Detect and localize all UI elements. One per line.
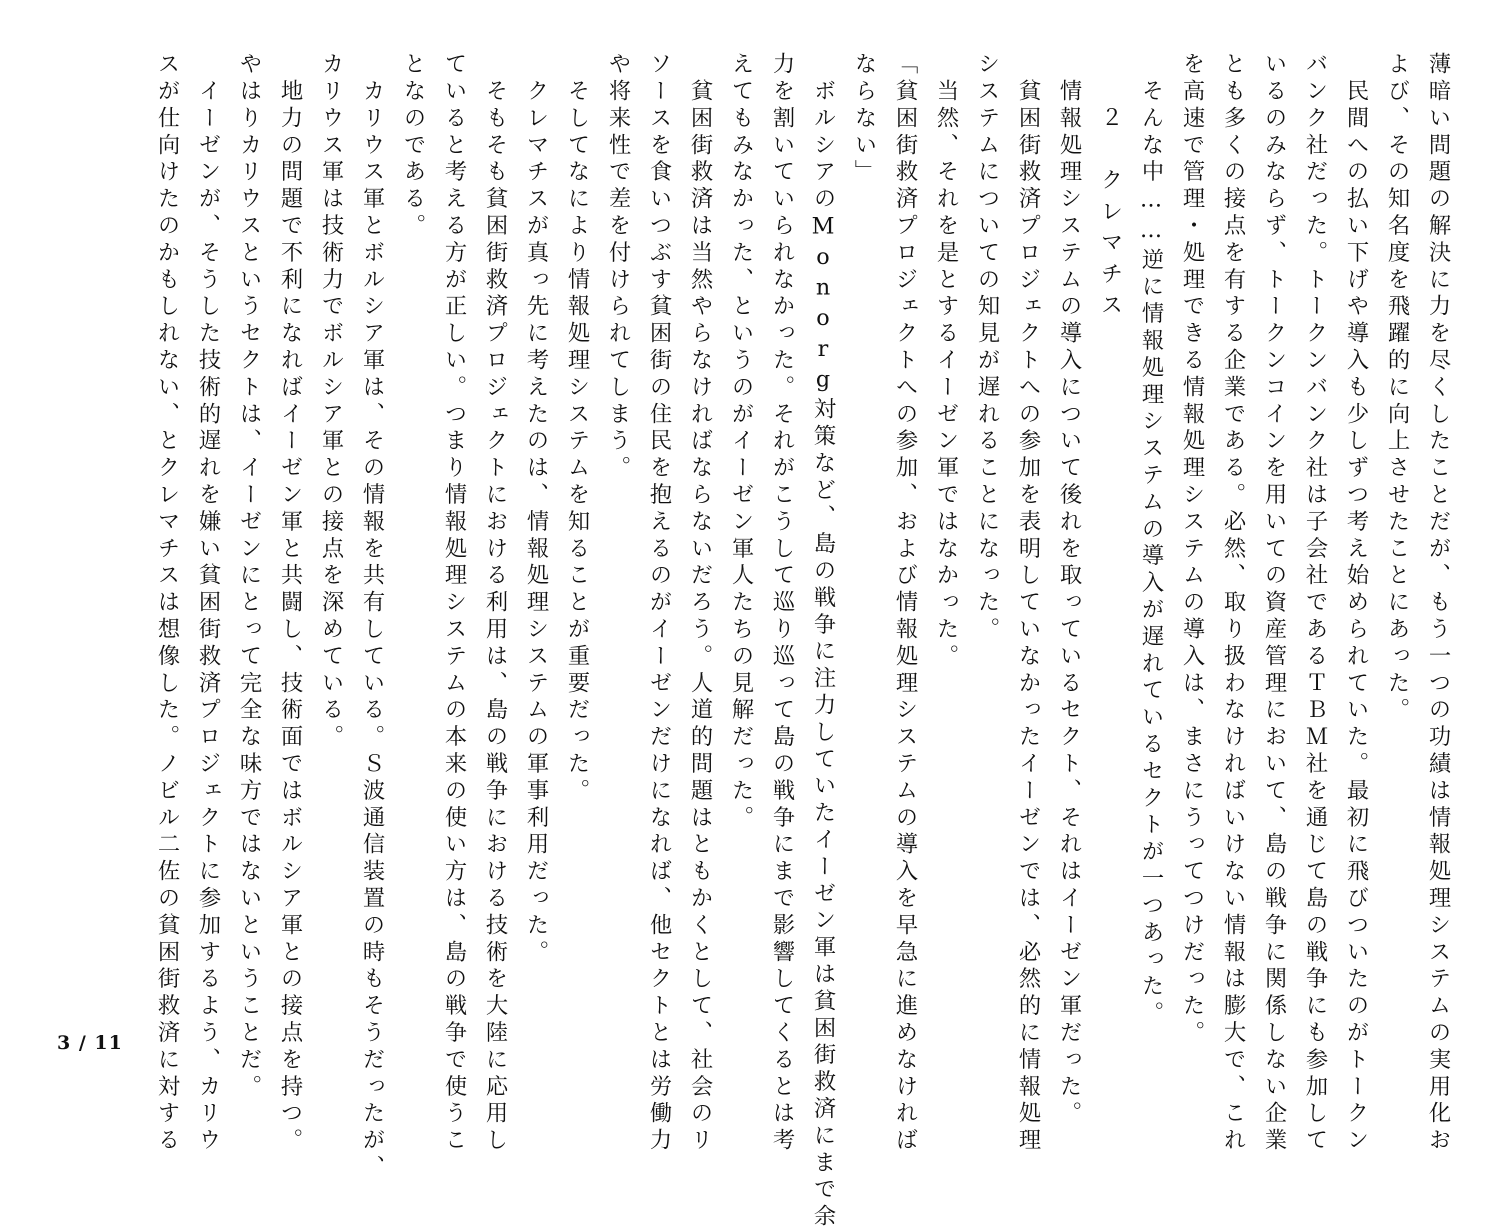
text-line: 「貧困街救済プロジェクトへの参加、および情報処理システムの導入を早急に進めなければ <box>892 52 918 1155</box>
text-line: ならない」 <box>851 52 877 187</box>
text-line: イーゼンが、そうした技術的遅れを嫌い貧困街救済プロジェクトに参加するよう、カリウ <box>195 52 221 1155</box>
text-line: や将来性で差を付けられてしまう。 <box>605 52 631 483</box>
page-indicator: 3 / 11 <box>57 1032 123 1054</box>
text-line: システムについての知見が遅れることになった。 <box>974 52 1000 644</box>
text-line: そんな中……逆に情報処理システムの導入が遅れているセクトが一つあった。 <box>1138 52 1164 1028</box>
text-line: スが仕向けたのかもしれない、とクレマチスは想像した。ノビル二佐の貧困街救済に対する <box>154 52 180 1155</box>
text-line: とも多くの接点を有する企業である。必然、取り扱わなければいけない情報は膨大で、これ <box>1220 52 1246 1155</box>
text-line: ていると考える方が正しい。つまり情報処理システムの本来の使い方は、島の戦争で使うこ <box>441 52 467 1155</box>
text-line: よび、その知名度を飛躍的に向上させたことにあった。 <box>1384 52 1410 725</box>
text-line: バンク社だった。トークンバンク社は子会社であるＴＢＭ社を通じて島の戦争にも参加して <box>1302 52 1328 1155</box>
text-line: を高速で管理・処理できる情報処理システムの導入は、まさにうってつけだった。 <box>1179 52 1205 1048</box>
text-line: クレマチスが真っ先に考えたのは、情報処理システムの軍事利用だった。 <box>523 52 549 967</box>
text-line: 当然、それを是とするイーゼン軍ではなかった。 <box>933 52 959 671</box>
text-line: ボルシアのMonorg対策など、島の戦争に注力していたイーゼン軍は貧困街救済にまで余 <box>810 52 836 1231</box>
text-line: やはりカリウスというセクトは、イーゼンにとって完全な味方ではないということだ。 <box>236 52 262 1102</box>
text-line: 貧困街救済プロジェクトへの参加を表明していなかったイーゼンでは、必然的に情報処理 <box>1015 52 1041 1155</box>
text-line: となのである。 <box>400 52 426 241</box>
text-line: カリウス軍は技術力でボルシア軍との接点を深めている。 <box>318 52 344 752</box>
text-line: 貧困街救済は当然やらなければならないだろう。人道的問題はともかくとして、社会のリ <box>687 52 713 1155</box>
text-line: 情報処理システムの導入について後れを取っているセクト、それはイーゼン軍だった。 <box>1056 52 1082 1128</box>
text-line: えてもみなかった、というのがイーゼン軍人たちの見解だった。 <box>728 52 754 833</box>
text-line: 民間への払い下げや導入も少しずつ考え始められていた。最初に飛びついたのがトークン <box>1343 52 1369 1155</box>
text-line: そもそも貧困街救済プロジェクトにおける利用は、島の戦争における技術を大陸に応用し <box>482 52 508 1155</box>
text-line: 地力の問題で不利になればイーゼン軍と共闘し、技術面ではボルシア軍との接点を持つ。 <box>277 52 303 1155</box>
text-line: 薄暗い問題の解決に力を尽くしたことだが、もう一つの功績は情報処理システムの実用化お <box>1425 52 1451 1155</box>
section-heading: ２ クレマチス <box>1097 74 1123 325</box>
vertical-text-body <box>146 52 1458 1231</box>
text-line: そしてなにより情報処理システムを知ることが重要だった。 <box>564 52 590 806</box>
text-line: カリウス軍とボルシア軍は、その情報を共有している。Ｓ波通信装置の時もそうだったが、 <box>359 52 385 1182</box>
text-line: いるのみならず、トークンコインを用いての資産管理において、島の戦争に関係しない企業 <box>1261 52 1287 1155</box>
text-line: 力を割いていられなかった。それがこうして巡り巡って島の戦争にまで影響してくるとは考 <box>769 52 795 1155</box>
text-line: ソースを食いつぶす貧困街の住民を抱えるのがイーゼンだけになれば、他セクトとは労働力 <box>646 52 672 1155</box>
